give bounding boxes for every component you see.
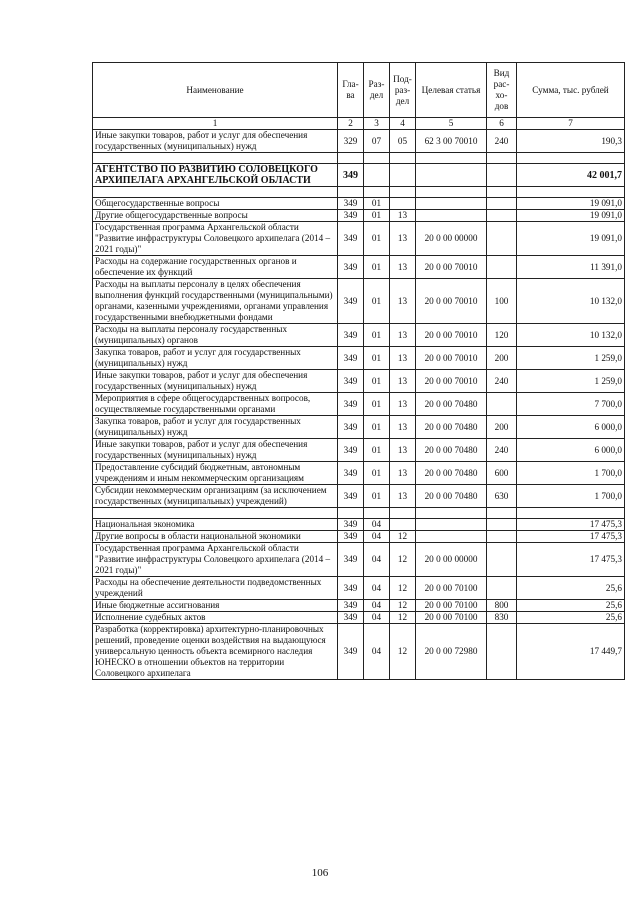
cell-target: 20 0 00 72980 — [416, 624, 487, 680]
cell-chapter: 349 — [338, 531, 364, 543]
cell-chapter: 349 — [338, 577, 364, 600]
cell-subsection — [390, 187, 416, 198]
cell-section: 04 — [364, 543, 390, 577]
cell-target: 20 0 00 70480 — [416, 416, 487, 439]
cell-expense-type: 830 — [487, 612, 517, 624]
cell-chapter — [338, 508, 364, 519]
cell-name: Государственная программа Архангельской области "Развитие инфраструктуры Соловецкого архипелага (2014 – 2021 годы)" — [93, 543, 338, 577]
cell-subsection: 13 — [390, 324, 416, 347]
table-row — [93, 439, 625, 462]
table-row — [93, 347, 625, 370]
table-row — [93, 164, 625, 187]
cell-subsection: 13 — [390, 485, 416, 508]
cell-chapter — [338, 187, 364, 198]
column-number: 4 — [390, 118, 416, 130]
cell-chapter: 349 — [338, 462, 364, 485]
cell-chapter: 349 — [338, 439, 364, 462]
cell-expense-type — [487, 543, 517, 577]
cell-amount: 10 132,0 — [517, 279, 625, 324]
cell-expense-type: 200 — [487, 416, 517, 439]
table-row — [93, 210, 625, 222]
cell-name: Иные закупки товаров, работ и услуг для обеспечения государственных (муниципальных) нужд — [93, 370, 338, 393]
cell-section: 01 — [364, 347, 390, 370]
cell-expense-type: 240 — [487, 439, 517, 462]
spacer-row — [93, 187, 625, 198]
header-expense-type: Вид рас-хо-дов — [487, 63, 517, 118]
cell-target — [416, 187, 487, 198]
cell-amount: 1 700,0 — [517, 485, 625, 508]
cell-chapter: 349 — [338, 210, 364, 222]
cell-subsection: 05 — [390, 130, 416, 153]
cell-amount: 6 000,0 — [517, 416, 625, 439]
cell-name: Разработка (корректировка) архитектурно-планировочных решений, проведение оценки воздействия на выдающуюся универсальную ценность объекта всемирного наследия ЮНЕСКО в отношении объектов на территории Соловецкого архипелага — [93, 624, 338, 680]
cell-chapter: 349 — [338, 164, 364, 187]
cell-target: 20 0 00 70480 — [416, 462, 487, 485]
cell-expense-type — [487, 256, 517, 279]
cell-target: 20 0 00 70480 — [416, 439, 487, 462]
cell-expense-type — [487, 187, 517, 198]
cell-name: Закупка товаров, работ и услуг для государственных (муниципальных) нужд — [93, 347, 338, 370]
cell-amount: 1 700,0 — [517, 462, 625, 485]
table-row — [93, 279, 625, 324]
cell-name: Субсидии некоммерческим организациям (за исключением государственных (муниципальных) учреждений) — [93, 485, 338, 508]
cell-section: 01 — [364, 485, 390, 508]
table-header — [93, 63, 625, 118]
cell-section: 01 — [364, 222, 390, 256]
cell-section: 01 — [364, 370, 390, 393]
cell-subsection: 13 — [390, 210, 416, 222]
cell-subsection: 13 — [390, 416, 416, 439]
header-amount: Сумма, тыс. рублей — [517, 63, 625, 118]
cell-subsection — [390, 153, 416, 164]
cell-name: Иные бюджетные ассигнования — [93, 600, 338, 612]
column-number: 5 — [416, 118, 487, 130]
table-row — [93, 370, 625, 393]
cell-subsection: 13 — [390, 370, 416, 393]
cell-name: Исполнение судебных актов — [93, 612, 338, 624]
cell-name: Другие общегосударственные вопросы — [93, 210, 338, 222]
cell-section: 04 — [364, 600, 390, 612]
cell-subsection: 13 — [390, 222, 416, 256]
cell-target — [416, 153, 487, 164]
cell-expense-type: 200 — [487, 347, 517, 370]
cell-name: Государственная программа Архангельской области "Развитие инфраструктуры Соловецкого архипелага (2014 – 2021 годы)" — [93, 222, 338, 256]
cell-expense-type — [487, 198, 517, 210]
cell-name: Закупка товаров, работ и услуг для государственных (муниципальных) нужд — [93, 416, 338, 439]
cell-expense-type: 240 — [487, 130, 517, 153]
table-row — [93, 198, 625, 210]
cell-section: 01 — [364, 393, 390, 416]
cell-name: Мероприятия в сфере общегосударственных вопросов, осуществляемые государственными органами — [93, 393, 338, 416]
table-row — [93, 324, 625, 347]
cell-amount: 25,6 — [517, 612, 625, 624]
cell-chapter: 349 — [338, 324, 364, 347]
cell-target: 20 0 00 70010 — [416, 256, 487, 279]
table-row — [93, 543, 625, 577]
cell-amount: 17 449,7 — [517, 624, 625, 680]
cell-target: 20 0 00 70480 — [416, 485, 487, 508]
table-body — [93, 130, 625, 680]
cell-section — [364, 187, 390, 198]
cell-chapter: 349 — [338, 279, 364, 324]
cell-expense-type: 600 — [487, 462, 517, 485]
column-number: 6 — [487, 118, 517, 130]
cell-target — [416, 210, 487, 222]
table-row — [93, 531, 625, 543]
budget-table — [92, 62, 625, 680]
cell-chapter: 349 — [338, 612, 364, 624]
cell-section: 04 — [364, 531, 390, 543]
cell-expense-type: 800 — [487, 600, 517, 612]
cell-name — [93, 153, 338, 164]
column-number-row — [93, 118, 625, 130]
cell-amount: 11 391,0 — [517, 256, 625, 279]
header-target: Целевая статья — [416, 63, 487, 118]
cell-section — [364, 508, 390, 519]
cell-expense-type — [487, 624, 517, 680]
cell-name: Расходы на содержание государственных органов и обеспечение их функций — [93, 256, 338, 279]
cell-expense-type: 100 — [487, 279, 517, 324]
cell-amount: 1 259,0 — [517, 370, 625, 393]
cell-chapter: 349 — [338, 624, 364, 680]
table-row — [93, 624, 625, 680]
cell-amount: 17 475,3 — [517, 519, 625, 531]
cell-amount: 1 259,0 — [517, 347, 625, 370]
table-row — [93, 222, 625, 256]
cell-section: 04 — [364, 519, 390, 531]
cell-target: 20 0 00 00000 — [416, 543, 487, 577]
cell-target — [416, 198, 487, 210]
cell-expense-type — [487, 393, 517, 416]
cell-target: 20 0 00 70100 — [416, 600, 487, 612]
cell-amount: 25,6 — [517, 600, 625, 612]
cell-target — [416, 531, 487, 543]
cell-name — [93, 187, 338, 198]
table-row — [93, 130, 625, 153]
cell-chapter: 349 — [338, 347, 364, 370]
cell-expense-type — [487, 222, 517, 256]
cell-section: 07 — [364, 130, 390, 153]
cell-chapter: 349 — [338, 600, 364, 612]
table-row — [93, 612, 625, 624]
cell-expense-type — [487, 508, 517, 519]
cell-subsection: 13 — [390, 393, 416, 416]
cell-amount: 6 000,0 — [517, 439, 625, 462]
cell-chapter: 349 — [338, 543, 364, 577]
table-row — [93, 485, 625, 508]
cell-expense-type — [487, 577, 517, 600]
cell-section: 01 — [364, 210, 390, 222]
cell-subsection: 12 — [390, 543, 416, 577]
cell-name: АГЕНТСТВО ПО РАЗВИТИЮ СОЛОВЕЦКОГО АРХИПЕЛАГА АРХАНГЕЛЬСКОЙ ОБЛАСТИ — [93, 164, 338, 187]
cell-section: 01 — [364, 279, 390, 324]
header-chapter: Гла-ва — [338, 63, 364, 118]
cell-subsection: 13 — [390, 256, 416, 279]
cell-target: 20 0 00 70010 — [416, 370, 487, 393]
cell-subsection: 13 — [390, 347, 416, 370]
cell-name: Расходы на выплаты персоналу в целях обеспечения выполнения функций государственными (муниципальными) органами, казенными учреждениями, органами управления государственными внебюджетными фондами — [93, 279, 338, 324]
table-row — [93, 577, 625, 600]
cell-amount: 190,3 — [517, 130, 625, 153]
column-number: 2 — [338, 118, 364, 130]
cell-chapter: 349 — [338, 416, 364, 439]
cell-subsection: 12 — [390, 577, 416, 600]
cell-name: Другие вопросы в области национальной экономики — [93, 531, 338, 543]
cell-amount: 42 001,7 — [517, 164, 625, 187]
cell-subsection: 13 — [390, 462, 416, 485]
cell-name: Иные закупки товаров, работ и услуг для обеспечения государственных (муниципальных) нужд — [93, 439, 338, 462]
cell-section — [364, 164, 390, 187]
cell-section: 01 — [364, 462, 390, 485]
cell-chapter: 349 — [338, 519, 364, 531]
cell-amount: 19 091,0 — [517, 198, 625, 210]
column-number: 3 — [364, 118, 390, 130]
spacer-row — [93, 153, 625, 164]
cell-amount — [517, 153, 625, 164]
cell-section: 01 — [364, 256, 390, 279]
table-row — [93, 256, 625, 279]
cell-expense-type — [487, 210, 517, 222]
spacer-row — [93, 508, 625, 519]
cell-section: 01 — [364, 324, 390, 347]
cell-amount: 19 091,0 — [517, 222, 625, 256]
table-row — [93, 462, 625, 485]
cell-section: 01 — [364, 198, 390, 210]
table-row — [93, 600, 625, 612]
cell-expense-type — [487, 519, 517, 531]
cell-amount: 7 700,0 — [517, 393, 625, 416]
cell-amount: 25,6 — [517, 577, 625, 600]
cell-amount: 17 475,3 — [517, 531, 625, 543]
header-subsection: Под-раз-дел — [390, 63, 416, 118]
cell-name: Предоставление субсидий бюджетным, автономным учреждениям и иным некоммерческим организациям — [93, 462, 338, 485]
cell-target — [416, 519, 487, 531]
cell-target: 20 0 00 70010 — [416, 324, 487, 347]
cell-expense-type — [487, 164, 517, 187]
cell-section: 04 — [364, 577, 390, 600]
cell-chapter: 349 — [338, 370, 364, 393]
cell-chapter — [338, 153, 364, 164]
cell-amount: 19 091,0 — [517, 210, 625, 222]
cell-chapter: 349 — [338, 222, 364, 256]
table-row — [93, 416, 625, 439]
cell-name: Общегосударственные вопросы — [93, 198, 338, 210]
cell-target — [416, 508, 487, 519]
column-number: 7 — [517, 118, 625, 130]
cell-chapter: 349 — [338, 485, 364, 508]
cell-target: 20 0 00 70010 — [416, 347, 487, 370]
cell-name — [93, 508, 338, 519]
cell-target: 20 0 00 70010 — [416, 279, 487, 324]
column-number: 1 — [93, 118, 338, 130]
cell-subsection: 12 — [390, 600, 416, 612]
cell-expense-type: 630 — [487, 485, 517, 508]
cell-chapter: 349 — [338, 198, 364, 210]
cell-amount — [517, 508, 625, 519]
cell-target: 62 3 00 70010 — [416, 130, 487, 153]
cell-target: 20 0 00 70480 — [416, 393, 487, 416]
cell-subsection: 13 — [390, 279, 416, 324]
cell-amount: 10 132,0 — [517, 324, 625, 347]
cell-amount — [517, 187, 625, 198]
table-row — [93, 519, 625, 531]
cell-subsection: 12 — [390, 624, 416, 680]
page-number: 106 — [311, 867, 329, 879]
cell-expense-type — [487, 531, 517, 543]
cell-chapter: 349 — [338, 256, 364, 279]
cell-subsection — [390, 198, 416, 210]
cell-subsection — [390, 519, 416, 531]
cell-section: 04 — [364, 624, 390, 680]
cell-name: Расходы на обеспечение деятельности подведомственных учреждений — [93, 577, 338, 600]
cell-section: 01 — [364, 416, 390, 439]
cell-target: 20 0 00 70100 — [416, 612, 487, 624]
cell-section: 01 — [364, 439, 390, 462]
cell-name: Национальная экономика — [93, 519, 338, 531]
cell-name: Расходы на выплаты персоналу государственных (муниципальных) органов — [93, 324, 338, 347]
cell-chapter: 349 — [338, 393, 364, 416]
cell-subsection: 12 — [390, 531, 416, 543]
cell-subsection: 13 — [390, 439, 416, 462]
cell-subsection — [390, 508, 416, 519]
header-name: Наименование — [93, 63, 338, 118]
cell-expense-type: 240 — [487, 370, 517, 393]
header-section: Раз-дел — [364, 63, 390, 118]
cell-target: 20 0 00 00000 — [416, 222, 487, 256]
cell-amount: 17 475,3 — [517, 543, 625, 577]
table-row — [93, 393, 625, 416]
cell-chapter: 329 — [338, 130, 364, 153]
cell-expense-type — [487, 153, 517, 164]
cell-name: Иные закупки товаров, работ и услуг для обеспечения государственных (муниципальных) нужд — [93, 130, 338, 153]
cell-target: 20 0 00 70100 — [416, 577, 487, 600]
cell-section: 04 — [364, 612, 390, 624]
cell-subsection — [390, 164, 416, 187]
cell-section — [364, 153, 390, 164]
cell-subsection: 12 — [390, 612, 416, 624]
cell-target — [416, 164, 487, 187]
cell-expense-type: 120 — [487, 324, 517, 347]
